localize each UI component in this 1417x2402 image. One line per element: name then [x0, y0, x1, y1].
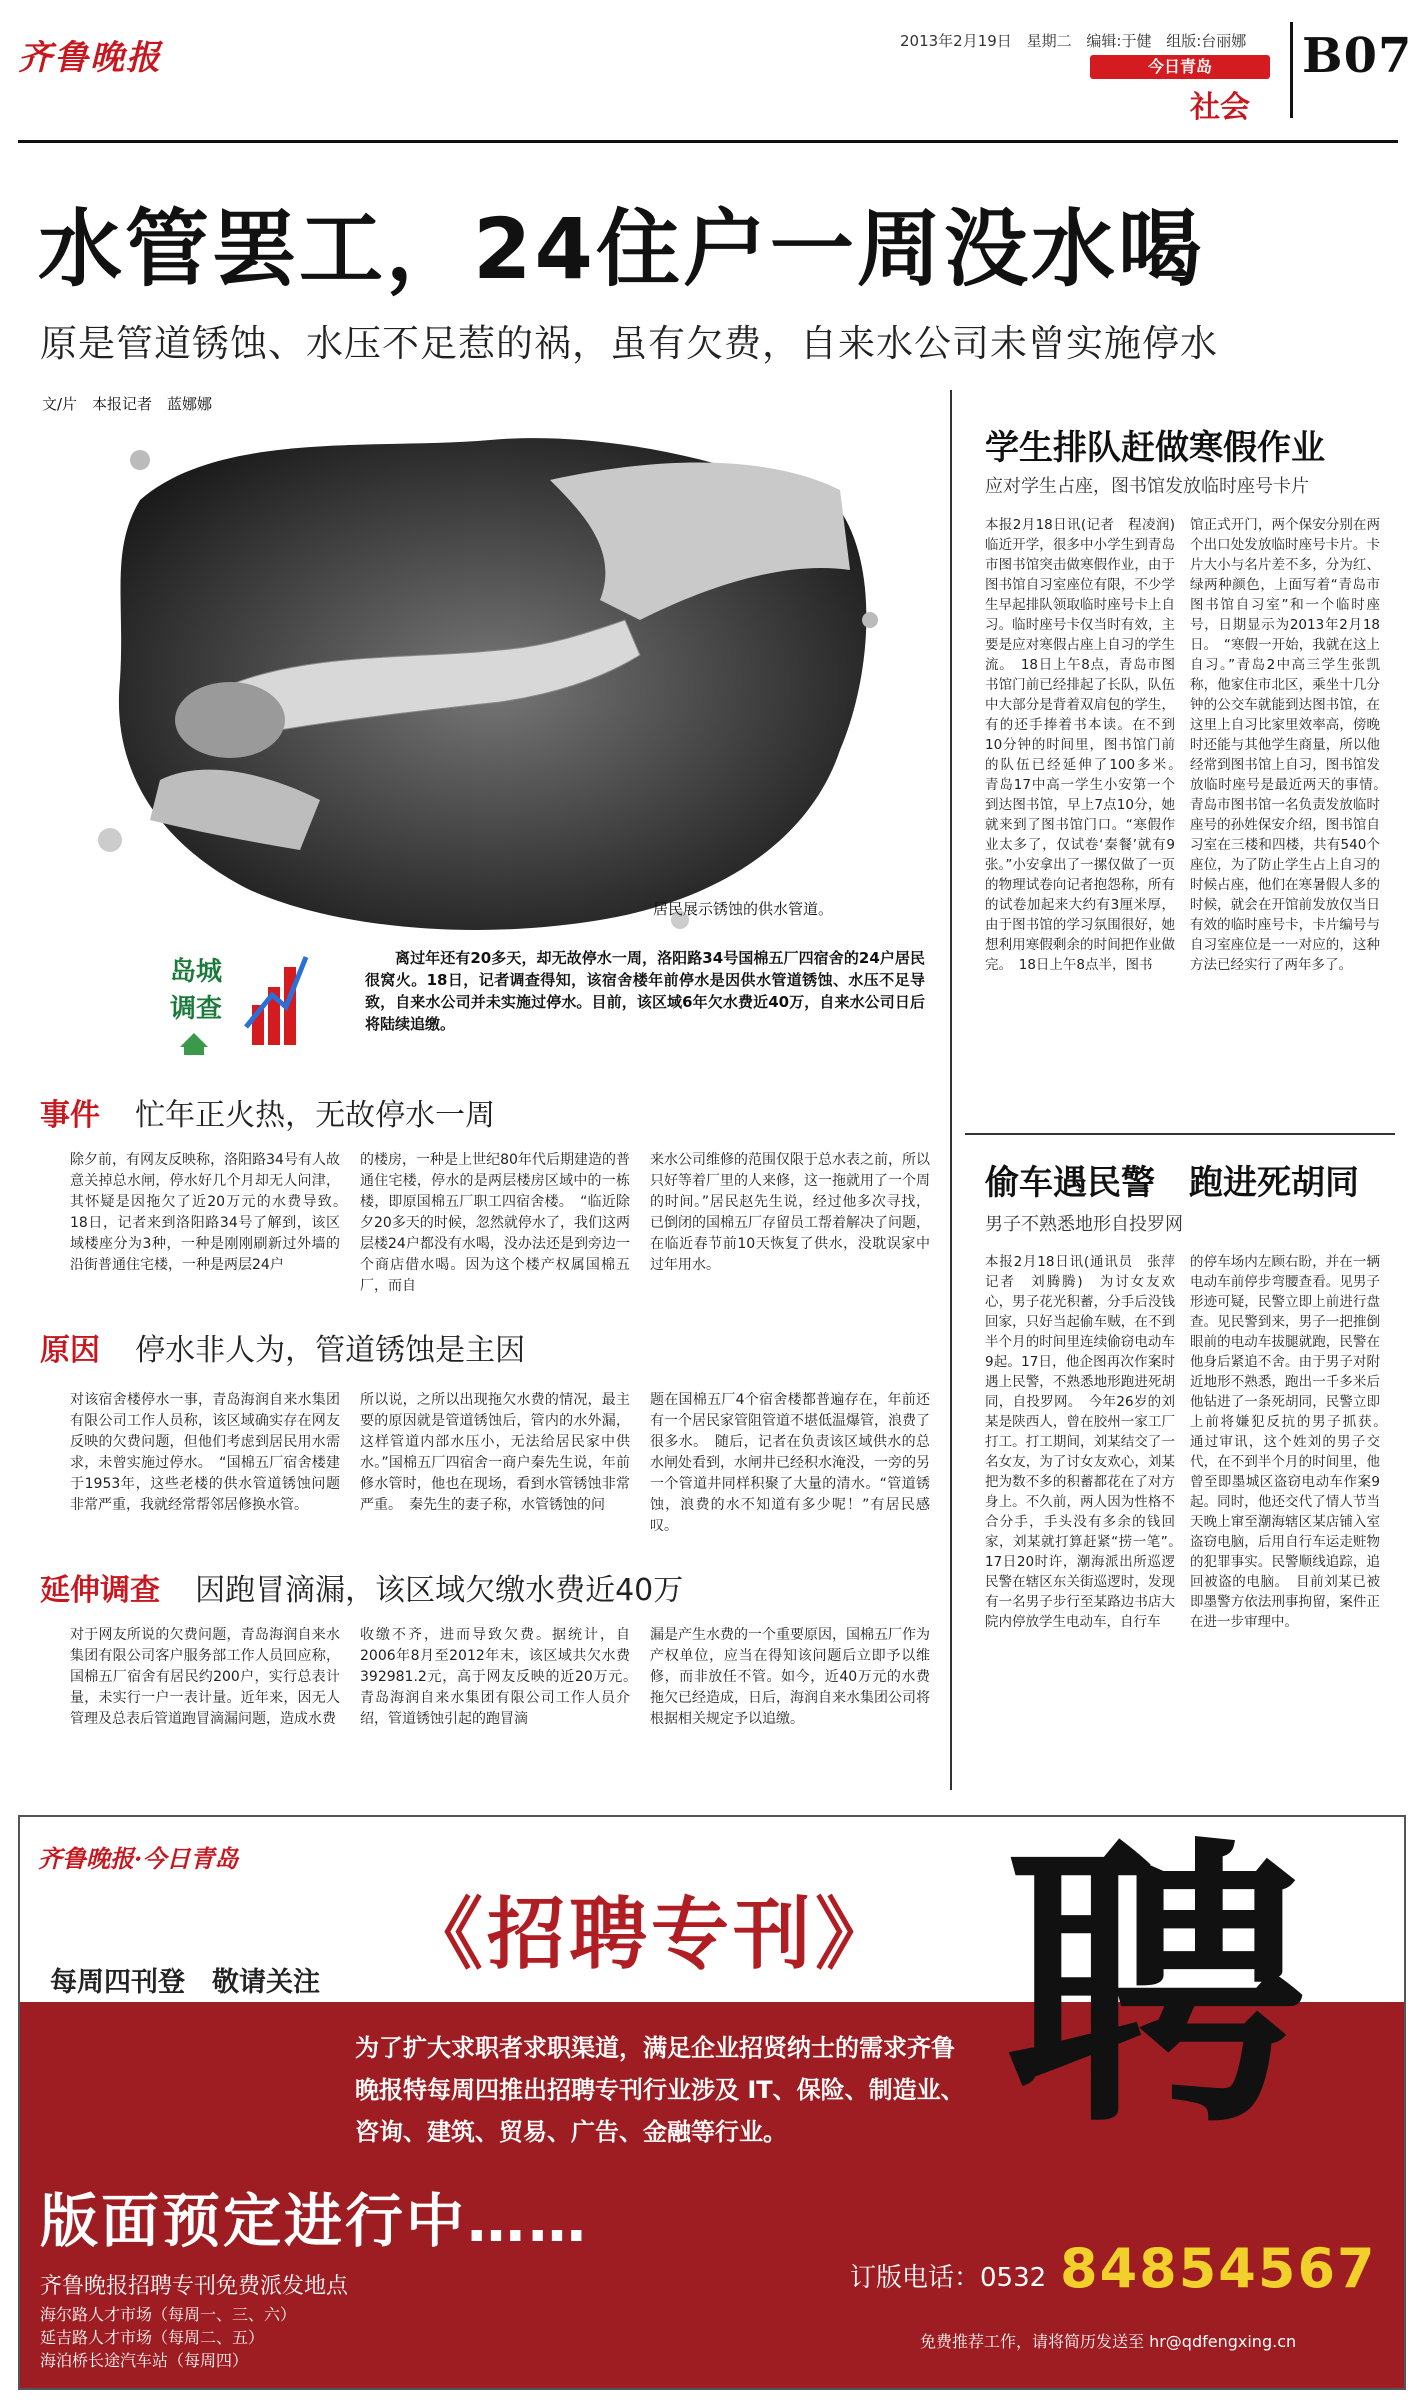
article-column: 对于网友所说的欠费问题，青岛海润自来水集团有限公司客户服务部工作人员回应称，国棉五厂宿舍有居民约200户，实行总表计量，未实行一户一表计量。近年来，因无人管理及总表后管道跑冒滴漏问题，造成水费 — [70, 1627, 340, 1727]
ad-big-character: 聘 — [1005, 1815, 1305, 2163]
lead-paragraph: 离过年还有20多天，却无故停水一周，洛阳路34号国棉五厂四宿舍的24户居民很窝火。18日，记者调查得知，该宿舍楼年前停水是因供水管道锈蚀、水压不足导致，自来水公司并未实施过停水。目前，该区域6年欠水费近40万，自来水公司日后将陆续追缴。 — [365, 949, 925, 1033]
ad-phone: 84854567 — [1060, 2237, 1377, 2300]
page-number: B07 — [1302, 28, 1413, 84]
ad-location: 延吉路人才市场（每周二、五） — [40, 2328, 265, 2347]
ad-free-title: 齐鲁晚报招聘专刊免费派发地点 — [40, 2274, 349, 2299]
column-divider — [950, 390, 952, 1790]
byline: 文/片 本报记者 蓝娜娜 — [42, 395, 213, 413]
header-divider — [1290, 22, 1293, 118]
section-followup-header — [40, 1565, 683, 1609]
photo-caption: 居民展示锈蚀的供水管道。 — [653, 900, 834, 918]
sidebar-story-title: 学生排队赶做寒假作业 — [985, 428, 1325, 468]
news-photo — [80, 420, 900, 940]
ad-booking: 版面预定进行中…… — [40, 2187, 590, 2255]
edition-badge: 今日青岛 — [1090, 55, 1270, 79]
ad-email-note: 免费推荐工作，请将简历发送至 hr@qdfengxing.cn — [920, 2332, 1297, 2351]
article-column: 的楼房，一种是上世纪80年代后期建造的普通住宅楼，停水的是两层楼房区域中的一栋楼，即原国棉五厂职工四宿舍楼。 “临近除夕20多天的时候，忽然就停水了，我们这两层楼24户都没有水喝，没办法还是到旁边一个商店借水喝。因为这个楼产权属国棉五厂，而自 — [360, 1152, 630, 1294]
article-column: 题在国棉五厂4个宿舍楼都普遍存在，年前还有一个居民家管阻管道不堪低温爆管，浪费了很多水。 随后，记者在负责该区域供水的总水闸处看到，水闸井已经积水淹没，一旁的另一个管道井同样积聚了大量的清水。“管道锈蚀，浪费的水不知道有多少呢！”有居民感叹。 — [650, 1392, 930, 1534]
section-tag: 事件 — [40, 1098, 100, 1133]
sidebar-column: 本报2月18日讯(记者 程凌润) 临近开学，很多中小学生到青岛市图书馆突击做寒假作业，由于图书馆自习室座位有限，不少学生早起排队领取临时座号卡上自习。临时座号卡仅当时有效，主要是应对寒假占座上自习的学生流。 18日上午8点，青岛市图书馆门前已经排起了长队，队伍中大部分是背着双肩包的学生，有的还手捧着书本读。在不到10分钟的时间里，图书馆门前的队伍已经延伸了100多米。 青岛17中高一学生小安第一个到达图书馆，早上7点10分，她就来到了图书馆门口。“寒假作业太多了，仅试卷‘秦餐’就有9张。”小安拿出了一摞仅做了一页的物理试卷向记者抱怨称，所有的试卷加起来大约有3厘米厚，由于图书馆的学习氛围很好，她想利用寒假剩余的时间把作业做完。 18日上午8点半，图书 — [985, 517, 1189, 973]
section-title: 因跑冒滴漏，该区域欠缴水费近40万 — [195, 1573, 684, 1608]
ad-location: 海泊桥长途汽车站（每周四） — [40, 2351, 249, 2370]
ad-copy: 为了扩大求职者求职渠道，满足企业招贤纳士的需求齐鲁晚报特每周四推出招聘专刊行业涉及 IT、保险、制造业、咨询、建筑、贸易、广告、金融等行业。 — [355, 2034, 965, 2146]
article-column: 收缴不齐，进而导致欠费。据统计，自2006年8月至2012年末，该区域共欠水费392981.2元，高于网友反映的近20万元。 青岛海润自来水集团有限公司工作人员介绍，管道锈蚀引起的跑冒滴 — [360, 1627, 644, 1727]
ad-title: 《招聘专刊》 — [405, 1889, 898, 1980]
section-tag: 原因 — [40, 1333, 100, 1368]
layout-credit: 组版:台丽娜 — [1166, 32, 1247, 50]
issue-date: 2013年2月19日 — [900, 32, 1012, 50]
ad-phone-label: 订版电话：0532 — [850, 2263, 1047, 2293]
sidebar-divider — [965, 1133, 1395, 1135]
article-column: 来水公司维修的范围仅限于总水表之前，所以只好等着厂里的人来修，这一拖就用了一个周的时间。”居民赵先生说，经过他多次寻找，已倒闭的国棉五厂存留员工帮着解决了问题，在临近春节前10天恢复了供水，没耽误家中过年用水。 — [650, 1152, 930, 1273]
article-column: 除夕前，有网友反映称，洛阳路34号有人故意关掉总水闸，停水好几个月却无人问津，其怀疑是因拖欠了近20万元的水费导致。 18日，记者来到洛阳路34号了解到，该区域楼座分为3种，一种是刚刚刷新过外墙的沿街普通住宅楼，一种是两层24户 — [70, 1152, 354, 1273]
svg-text:调查: 调查 — [170, 994, 223, 1024]
sidebar-story-deck: 男子不熟悉地形自投罗网 — [985, 1214, 1183, 1235]
ad-logo: 齐鲁晚报·今日青岛 — [38, 1844, 239, 1873]
issue-meta — [900, 30, 1246, 51]
section-title: 停水非人为，管道锈蚀是主因 — [135, 1333, 526, 1368]
ad-location: 海尔路人才市场（每周一、三、六） — [40, 2305, 297, 2324]
sidebar-column: 本报2月18日讯(通讯员 张萍 记者 刘腾腾) 为讨女友欢心，男子花光积蓄，分手后没钱回家，只好当起偷车贼，在不到半个月的时间里连续偷窃电动车9起。17日，他企图再次作案时遇上民警，不熟悉地形跑进死胡同，自投罗网。 今年26岁的刘某是陕西人，曾在胶州一家工厂打工。打工期间，刘某结交了一名女友，为了讨女友欢心，刘某把为数不多的积蓄都花在了对方身上。不久前，两人因为性格不合分手，手头没有多余的钱回家，刘某就打算赶紧“捞一笔”。 17日20时许，潮海派出所巡逻民警在辖区东关街巡逻时，发现有一名男子步行至某路边书店大院内停放学生电动车，自行车 — [985, 1254, 1189, 1630]
headline: 水管罢工，24住户一周没水喝 — [38, 200, 1205, 298]
masthead-logo: 齐鲁晚报 — [18, 38, 162, 78]
section-event-header — [40, 1090, 495, 1134]
section-title: 忙年正火热，无故停水一周 — [135, 1098, 496, 1133]
sidebar-story-title: 偷车遇民警 跑进死胡同 — [985, 1163, 1359, 1203]
subhead: 原是管道锈蚀、水压不足惹的祸，虽有欠费，自来水公司未曾实施停水 — [40, 322, 1218, 365]
ad-weekly-note: 每周四刊登 敬请关注 — [50, 1967, 320, 1998]
sidebar-story-deck: 应对学生占座，图书馆发放临时座号卡片 — [985, 476, 1309, 497]
section-tag: 延伸调查 — [40, 1573, 160, 1608]
header-rule — [18, 140, 1398, 143]
article-column: 所以说，之所以出现拖欠水费的情况，最主要的原因就是管道锈蚀后，管内的水外漏，这样管道内部水压小，无法给居民家中供水。”国棉五厂四宿舍一商户秦先生说，年前修水管时，他也在现场，看到水管锈蚀非常严重。 秦先生的妻子称，水管锈蚀的问 — [360, 1392, 630, 1513]
article-column: 对该宿舍楼停水一事，青岛海润自来水集团有限公司工作人员称，该区域确实存在网友反映的欠费问题，但他们考虑到居民用水需求，未曾实施过停水。 “国棉五厂宿舍楼建于1953年，这些老楼的供水管道锈蚀问题非常严重，我就经常帮邻居修换水管。 — [70, 1392, 340, 1513]
sidebar-column: 馆正式开门，两个保安分别在两个出口处发放临时座号卡片。卡片大小与名片差不多，分为红、绿两种颜色，上面写着“青岛市图书馆自习室”和一个临时座号，日期显示为2013年2月18日。 “寒假一开始，我就在这上自习。”青岛2中高三学生张凯称，他家住市北区，乘坐十几分钟的公交车就能到达图书馆，在这里上自习比家里效率高，傍晚时还能与其他学生商量，所以他经常到图书馆上自习，图书馆发放临时座号是最近两天的事情。 青岛市图书馆一名负责发放临时座号的孙姓保安介绍，图书馆自习室在三楼和四楼，共有540个座位，为了防止学生占上自习的时候占座，他们在寒暑假人多的时候，就会在开馆前发放仅当日有效的临时座号卡，卡片编号与自习室座位是一一对应的，这种方法已经实行了两年多了。 — [1190, 517, 1394, 973]
issue-weekday: 星期二 — [1026, 32, 1072, 50]
recruitment-ad — [18, 1815, 1406, 2390]
svg-text:岛城: 岛城 — [170, 957, 223, 987]
section-cause-header — [40, 1325, 525, 1369]
article-column: 漏是产生水费的一个重要原因，国棉五厂作为产权单位，应当在得知该问题后立即予以维修，而非放任不管。如今，近40万元的水费拖欠已经造成，日后，海润自来水集团公司将根据相关规定予以追缴。 — [650, 1627, 930, 1727]
section-name: 社会 — [1190, 90, 1250, 125]
editor-credit: 编辑:于健 — [1086, 32, 1152, 50]
sidebar-column: 的停车场内左顾右盼，并在一辆电动车前停步弯腰查看。见男子形迹可疑，民警立即上前进行盘查。见民警到来，男子一把推倒眼前的电动车拔腿就跑，民警在他身后紧追不舍。由于男子对附近地形不熟悉，跑出一千多米后他钻进了一条死胡同，民警立即上前将嫌犯反抗的男子抓获。 通过审讯，这个姓刘的男子交代，在不到半个月的时间里，他曾至即墨城区盗窃电动车作案9起。同时，他还交代了情人节当天晚上窜至潮海辖区某店铺入室盗窃电脑，后用自行车运走赃物的犯罪事实。民警顺线追踪，追回被盗的电脑。 目前刘某已被即墨警方依法刑事拘留，案件正在进一步审理中。 — [1190, 1254, 1394, 1630]
